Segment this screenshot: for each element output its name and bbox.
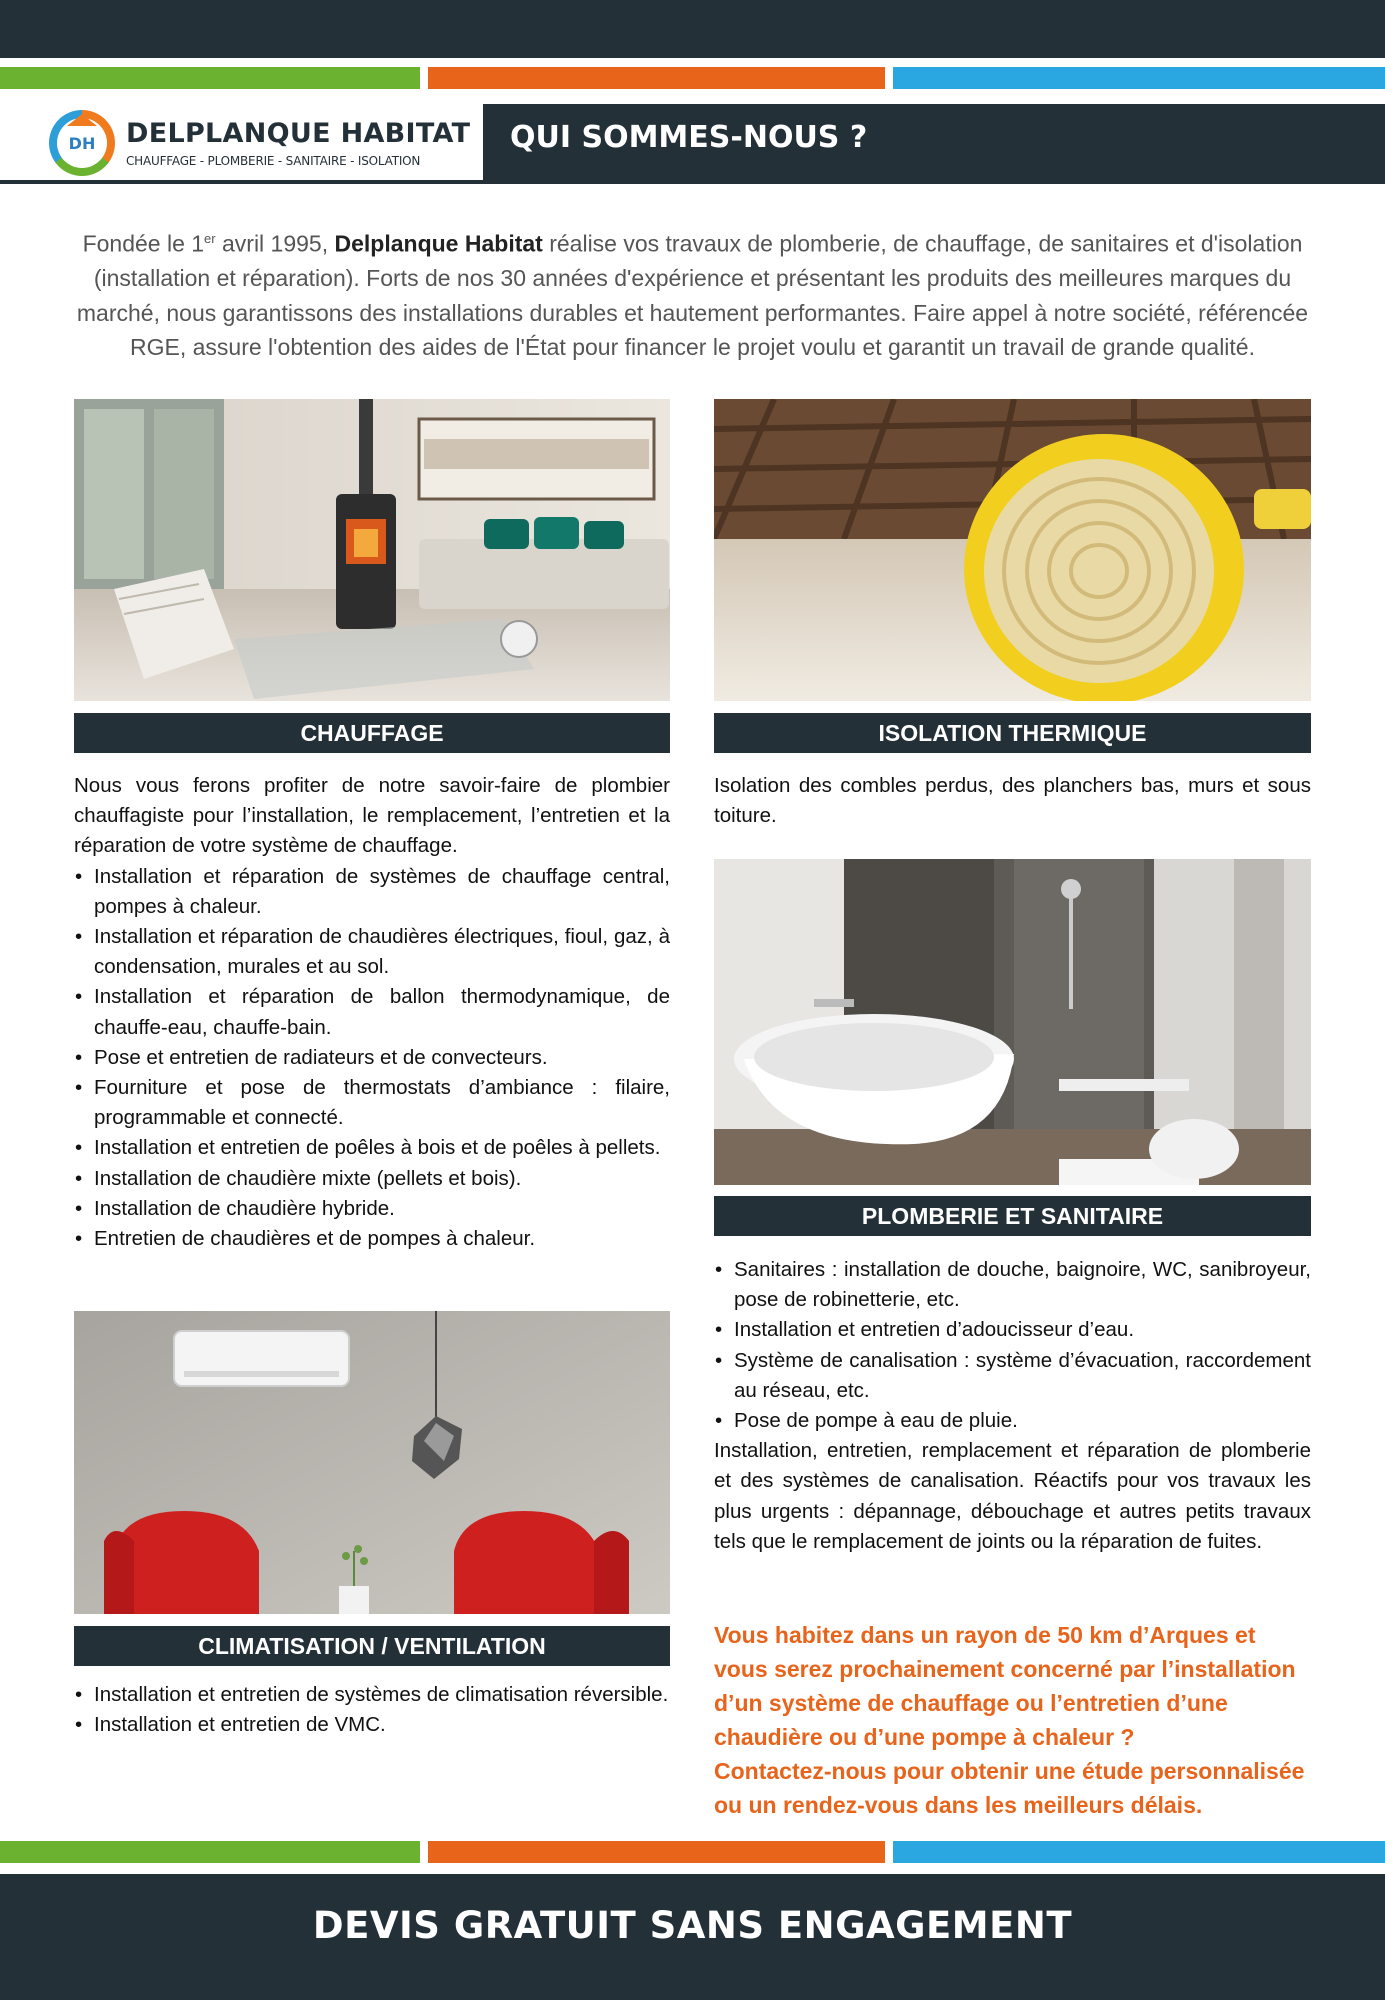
intro-superscript: er [204,231,216,246]
list-item: • Installation et réparation de chaudières électriques, fioul, gaz, à condensation, murales et au sol. [74,922,670,982]
green-stripe [0,67,420,89]
isolation-text: Isolation des combles perdus, des planchers bas, murs et sous toiture. [714,774,1311,828]
brand-tagline: CHAUFFAGE - PLOMBERIE - SANITAIRE - ISOLATION [126,154,421,168]
list-item: • Installation et entretien de VMC. [74,1710,670,1740]
climatisation-title-bar: CLIMATISATION / VENTILATION [74,1626,670,1666]
blue-stripe [893,67,1385,89]
call-to-action [714,1618,1311,1822]
orange-stripe-bottom [428,1841,885,1863]
plomberie-title-bar: PLOMBERIE ET SANITAIRE [714,1196,1311,1236]
climatisation-room-photo [74,1311,670,1614]
bathroom-photo [714,859,1311,1185]
cta-contact: Contactez-nous pour obtenir une étude personnalisée ou un rendez-vous dans les meilleurs délais. [714,1758,1305,1818]
cta-question: Vous habitez dans un rayon de 50 km d’Arques et vous serez prochainement concerné par l’installation d’un système de chauffage ou l’entretien d’une chaudière ou d’une pompe à chaleur ? [714,1622,1296,1750]
living-room-stove-photo [74,399,670,701]
list-item: • Installation de chaudière mixte (pellets et bois). [74,1164,670,1194]
list-item: • Installation et réparation de ballon thermodynamique, de chauffe-eau, chauffe-bain. [74,982,670,1042]
list-item: • Fourniture et pose de thermostats d’ambiance : filaire, programmable et connecté. [74,1073,670,1133]
insulation-roll-photo [714,399,1311,701]
list-item: • Installation et entretien de systèmes de climatisation réversible. [74,1680,670,1710]
page-title: QUI SOMMES-NOUS ? [510,120,868,155]
list-item: • Installation et entretien d’adoucisseur d’eau. [714,1315,1311,1345]
blue-stripe-bottom [893,1841,1385,1863]
brand-name: DELPLANQUE HABITAT [126,118,471,149]
chauffage-text [74,771,670,1254]
intro-prefix: Fondée le 1 [82,230,205,257]
top-band [0,0,1385,58]
footer-slogan: DEVIS GRATUIT SANS ENGAGEMENT [312,1904,1073,1947]
plomberie-list [714,1255,1311,1436]
chauffage-title-bar: CHAUFFAGE [74,713,670,753]
plomberie-paragraph: Installation, entretien, remplacement et réparation de plomberie et des systèmes de canalisation. Réactifs pour vos travaux les plus urgents : dépannage, débouchage et autres petits travaux tels que le remplacement de joints ou la réparation de fuites. [714,1439,1311,1553]
climatisation-text [74,1680,670,1740]
intro-text: réalise vos travaux de plomberie, de chauffage, de sanitaires et d'isolation (installation et réparation). Forts de nos 30 années d'expérience et présentant les produits des meilleures marques du marché, nous garantissons des installations durables et hautement performantes. Faire appel à notre société, référencée RGE, assure l'obtention des aides de l'État pour financer le projet voulu et garantit un travail de grande qualité. [76,230,1309,361]
plomberie-text [714,1255,1311,1557]
climatisation-list [74,1680,670,1740]
isolation-title-bar: ISOLATION THERMIQUE [714,713,1311,753]
intro-date: avril 1995, [215,230,335,257]
list-item: • Pose et entretien de radiateurs et de convecteurs. [74,1043,670,1073]
list-item: • Installation de chaudière hybride. [74,1194,670,1224]
roof-icon [67,114,97,126]
chauffage-intro: Nous vous ferons profiter de notre savoir-faire de plombier chauffagiste pour l’installation, le remplacement, l’entretien et la réparation de votre système de chauffage. [74,774,670,858]
list-item: • Sanitaires : installation de douche, baignoire, WC, sanibroyeur, pose de robinetterie, etc. [714,1255,1311,1315]
intro-paragraph [76,222,1309,365]
chauffage-list [74,862,670,1255]
logo-letters: DH [57,118,107,168]
list-item: • Entretien de chaudières et de pompes à chaleur. [74,1224,670,1254]
list-item: • Système de canalisation : système d’évacuation, raccordement au réseau, etc. [714,1346,1311,1406]
list-item: • Installation et entretien de poêles à bois et de poêles à pellets. [74,1133,670,1163]
intro-company: Delplanque Habitat [334,230,543,257]
list-item: • Installation et réparation de systèmes de chauffage central, pompes à chaleur. [74,862,670,922]
green-stripe-bottom [0,1841,420,1863]
list-item: • Pose de pompe à eau de pluie. [714,1406,1311,1436]
orange-stripe [428,67,885,89]
